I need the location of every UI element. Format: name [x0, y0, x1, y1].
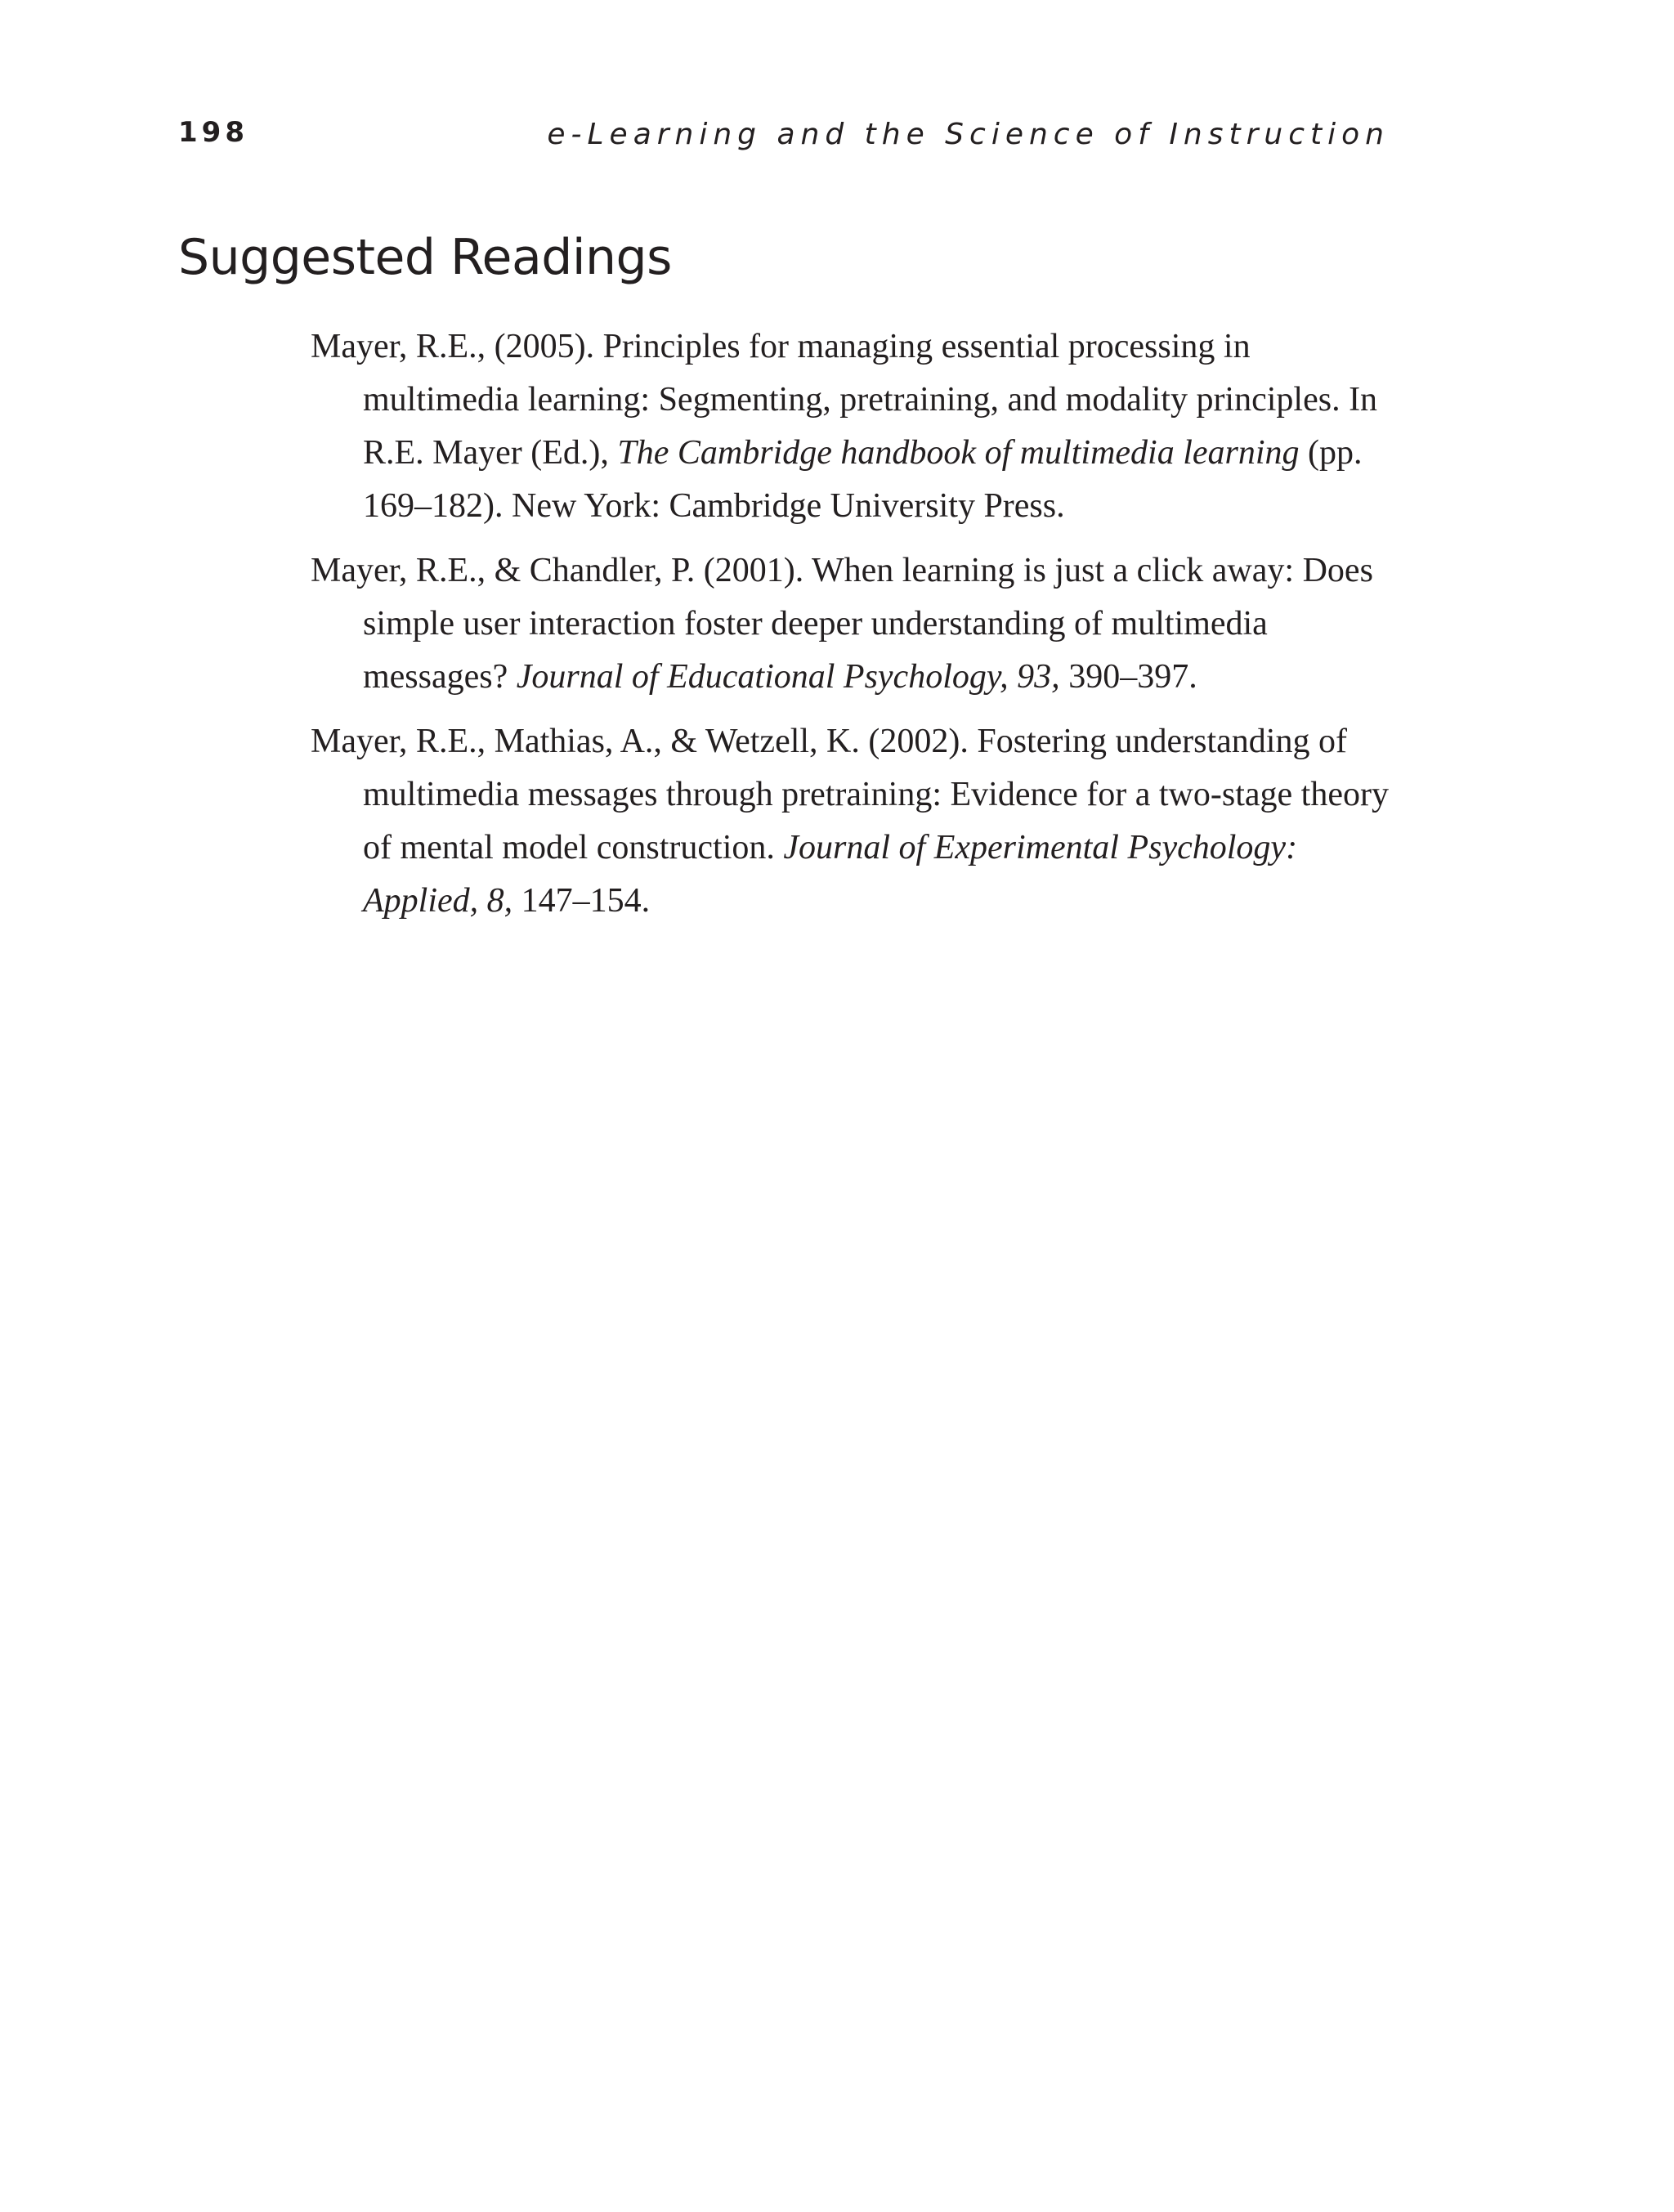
- reference-text: (pp. 169–182). New York: Cambridge University Press.: [363, 434, 1363, 525]
- reference-text: Mayer, R.E., Mathias, A., & Wetzell, K. (2002). Fostering understanding of multimedia messages through pretraining: Evidence for a two-stage theory of mental model construction.: [311, 723, 1389, 866]
- reference-item: [311, 320, 1406, 533]
- book-title: e-Learning and the Science of Instruction: [547, 118, 1390, 151]
- reference-source-title: Journal of Experimental Psychology: Applied, 8,: [363, 829, 1298, 920]
- section-heading: Suggested Readings: [178, 229, 672, 286]
- reference-text: Mayer, R.E., (2005). Principles for managing essential processing in multimedia learning: Segmenting, pretraining, and modality principles. In R.E. Mayer (Ed.),: [311, 328, 1378, 472]
- reference-item: [311, 715, 1406, 928]
- running-head: [0, 113, 1674, 162]
- reference-text: 390–397.: [1059, 658, 1197, 696]
- reference-item: [311, 544, 1406, 704]
- reference-source-title: Journal of Educational Psychology, 93,: [516, 658, 1060, 696]
- reference-text: Mayer, R.E., & Chandler, P. (2001). When learning is just a click away: Does simple user interaction foster deeper understanding of multimedia messages?: [311, 552, 1373, 696]
- reference-source-title: The Cambridge handbook of multimedia learning: [617, 434, 1300, 472]
- reference-list: [311, 320, 1406, 939]
- reference-text: 147–154.: [512, 882, 651, 920]
- page-number: 198: [178, 116, 248, 149]
